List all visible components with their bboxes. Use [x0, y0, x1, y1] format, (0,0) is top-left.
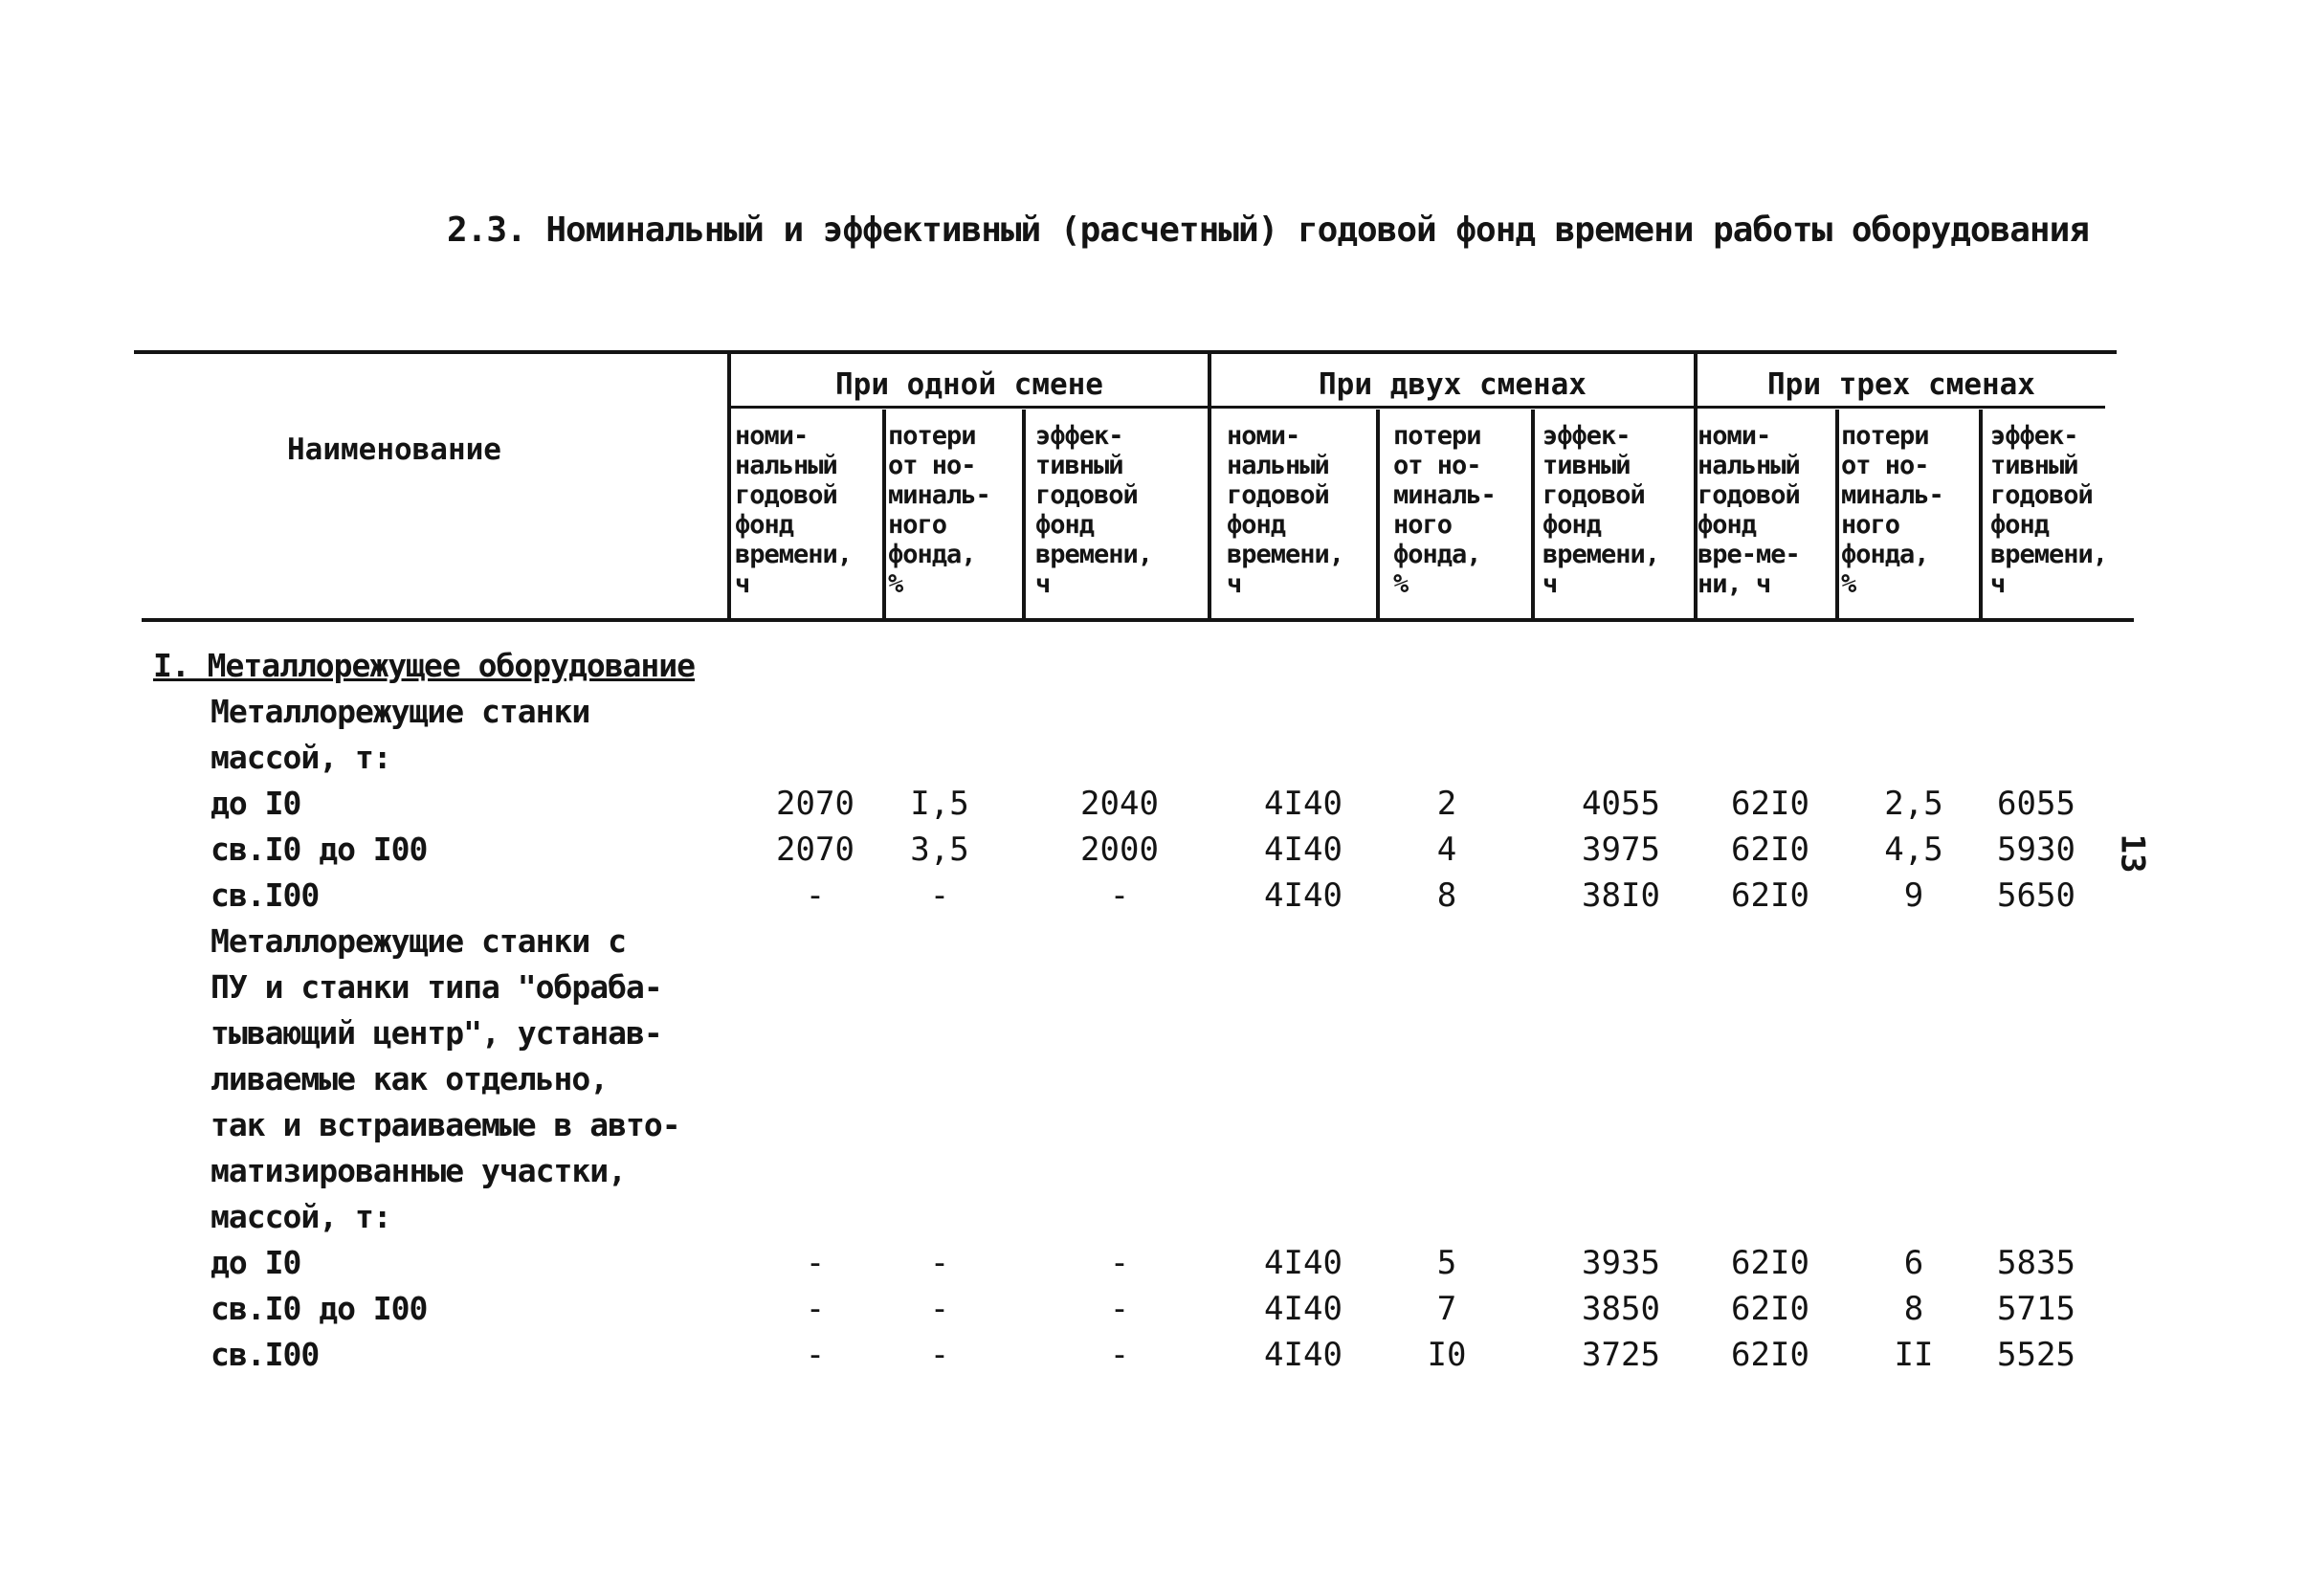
- cell: -: [805, 1290, 826, 1328]
- cell: 2,5: [1884, 785, 1943, 823]
- section-heading: I. Металлорежущее оборудование: [153, 647, 696, 684]
- cell: 4I40: [1264, 1290, 1343, 1328]
- cell: 4I40: [1264, 785, 1343, 823]
- cell: I,5: [910, 785, 969, 823]
- row-label: св.I0 до I00: [211, 831, 428, 868]
- table-top-rule: [134, 350, 2117, 354]
- name-column-header: Наименование: [287, 432, 501, 467]
- cell: 7: [1436, 1290, 1457, 1328]
- cell: 4I40: [1264, 1336, 1343, 1374]
- cell: 62I0: [1731, 1244, 1809, 1282]
- cell: 2: [1436, 785, 1457, 823]
- cell: 3850: [1582, 1290, 1660, 1328]
- cell: 62I0: [1731, 831, 1809, 869]
- cell: 62I0: [1731, 1336, 1809, 1374]
- col-header-nominal: номи- нальный годовой фонд вре-ме- ни, ч: [1698, 421, 1800, 599]
- row-label: до I0: [211, 1244, 301, 1281]
- row-label: тывающий центр", устанав-: [211, 1014, 662, 1052]
- col-header-nominal: номи- нальный годовой фонд времени, ч: [1227, 421, 1344, 599]
- cell: 3935: [1582, 1244, 1660, 1282]
- cell: 38I0: [1582, 876, 1660, 915]
- row-label: Металлорежущие станки: [211, 693, 590, 730]
- cell: 4,5: [1884, 831, 1943, 869]
- cell: -: [929, 1336, 950, 1374]
- cell: 5835: [1997, 1244, 2075, 1282]
- page-title: 2.3. Номинальный и эффективный (расчетный) годовой фонд времени работы оборудования: [447, 211, 2089, 250]
- cell: -: [1109, 876, 1130, 915]
- row-label: ПУ и станки типа "обраба-: [211, 968, 662, 1006]
- col-divider: [1022, 410, 1026, 622]
- row-label: ливаемые как отдельно,: [211, 1060, 609, 1097]
- col-header-effective: эффек- тивный годовой фонд времени, ч: [1990, 421, 2108, 599]
- col-header-losses: потери от но- миналь- ного фонда, %: [1841, 421, 1943, 599]
- group-2-underline: [1208, 406, 1694, 409]
- cell: 5525: [1997, 1336, 2075, 1374]
- col-header-nominal: номи- нальный годовой фонд времени, ч: [735, 421, 853, 599]
- row-label: массой, т:: [211, 1198, 391, 1235]
- group-header-two-shifts: При двух сменах: [1319, 367, 1587, 402]
- cell: 2040: [1080, 785, 1159, 823]
- col-header-losses: потери от но- миналь- ного фонда, %: [888, 421, 990, 599]
- col-divider: [1531, 410, 1535, 622]
- col-divider: [1376, 410, 1380, 622]
- cell: 62I0: [1731, 1290, 1809, 1328]
- col-header-losses: потери от но- миналь- ного фонда, %: [1393, 421, 1496, 599]
- cell: -: [929, 876, 950, 915]
- row-label: до I0: [211, 785, 301, 822]
- row-label: массой, т:: [211, 739, 391, 776]
- cell: I0: [1427, 1336, 1467, 1374]
- cell: -: [1109, 1336, 1130, 1374]
- cell: 5: [1436, 1244, 1457, 1282]
- cell: 2070: [776, 831, 854, 869]
- group-header-one-shift: При одной смене: [835, 367, 1103, 402]
- cell: 4I40: [1264, 876, 1343, 915]
- cell: 4I40: [1264, 831, 1343, 869]
- cell: 6055: [1997, 785, 2075, 823]
- cell: 5715: [1997, 1290, 2075, 1328]
- cell: 62I0: [1731, 876, 1809, 915]
- cell: 8: [1903, 1290, 1924, 1328]
- row-label: св.I0 до I00: [211, 1290, 428, 1327]
- cell: 5930: [1997, 831, 2075, 869]
- cell: 3725: [1582, 1336, 1660, 1374]
- cell: 2070: [776, 785, 854, 823]
- cell: -: [805, 1336, 826, 1374]
- row-label: Металлорежущие станки с: [211, 922, 626, 960]
- cell: 4: [1436, 831, 1457, 869]
- cell: 2000: [1080, 831, 1159, 869]
- cell: -: [805, 876, 826, 915]
- cell: 4055: [1582, 785, 1660, 823]
- cell: -: [1109, 1290, 1130, 1328]
- col-header-effective: эффек- тивный годовой фонд времени, ч: [1542, 421, 1660, 599]
- row-label: св.I00: [211, 876, 320, 914]
- cell: 8: [1436, 876, 1457, 915]
- cell: 4I40: [1264, 1244, 1343, 1282]
- group-header-three-shifts: При трех сменах: [1767, 367, 2035, 402]
- cell: II: [1894, 1336, 1934, 1374]
- col-divider: [882, 410, 886, 622]
- row-label: так и встраиваемые в авто-: [211, 1106, 680, 1143]
- group-3-underline: [1694, 406, 2105, 409]
- cell: -: [929, 1290, 950, 1328]
- cell: 3,5: [910, 831, 969, 869]
- col-divider: [1979, 410, 1983, 622]
- page-number: 13: [2113, 833, 2152, 874]
- group-1-underline: [727, 406, 1208, 409]
- cell: 9: [1903, 876, 1924, 915]
- cell: 6: [1903, 1244, 1924, 1282]
- cell: 3975: [1582, 831, 1660, 869]
- col-header-effective: эффек- тивный годовой фонд времени, ч: [1035, 421, 1153, 599]
- row-label: св.I00: [211, 1336, 320, 1373]
- row-label: матизированные участки,: [211, 1152, 626, 1189]
- cell: -: [929, 1244, 950, 1282]
- cell: 5650: [1997, 876, 2075, 915]
- cell: 62I0: [1731, 785, 1809, 823]
- col-divider: [1835, 410, 1839, 622]
- cell: -: [805, 1244, 826, 1282]
- cell: -: [1109, 1244, 1130, 1282]
